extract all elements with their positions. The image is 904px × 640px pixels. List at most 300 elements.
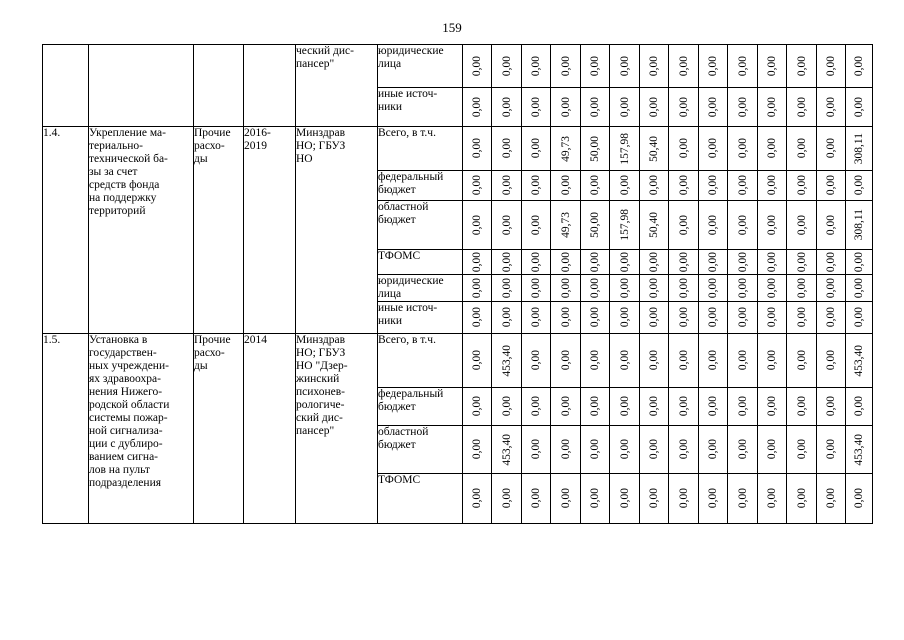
value-text: 0,00	[825, 138, 837, 159]
value-cell	[463, 302, 492, 334]
value-cell	[522, 88, 551, 127]
value-cell	[610, 171, 640, 201]
value-cell	[492, 88, 522, 127]
value-cell	[817, 88, 846, 127]
value-text: 0,00	[471, 138, 483, 159]
value-text: 0,00	[766, 439, 778, 460]
value-cell	[610, 88, 640, 127]
value-text: 0,00	[677, 251, 690, 273]
value-text: 0,00	[648, 55, 660, 77]
value-text: 0,00	[471, 55, 483, 77]
value-cell	[640, 171, 669, 201]
value-text: 0,00	[707, 214, 719, 236]
value-text: 0,00	[825, 350, 837, 371]
value-cell	[758, 474, 787, 524]
value-text: 0,00	[500, 307, 513, 328]
value-text: 0,00	[618, 307, 631, 328]
value-text: 453,40	[500, 433, 513, 466]
value-text: 0,00	[736, 96, 749, 118]
value-text: 0,00	[825, 55, 837, 77]
value-text: 0,00	[500, 55, 513, 77]
item-name	[89, 45, 194, 127]
value-cell	[669, 127, 699, 171]
value-text: 0,00	[825, 251, 837, 273]
item-number: 1.5.	[43, 334, 89, 524]
value-text: 0,00	[795, 138, 808, 159]
value-text: 0,00	[736, 350, 749, 371]
value-text: 0,00	[618, 96, 631, 118]
value-text: 0,00	[589, 251, 601, 273]
value-text: 49,73	[559, 212, 572, 238]
value-text: 0,00	[853, 277, 865, 299]
value-cell	[551, 275, 581, 302]
value-text: 0,00	[589, 439, 601, 460]
expense-category	[194, 45, 244, 127]
value-text: 0,00	[766, 96, 778, 118]
value-cell	[610, 127, 640, 171]
value-cell	[492, 171, 522, 201]
value-text: 0,00	[795, 350, 808, 371]
value-text: 50,00	[589, 212, 601, 238]
value-cell	[846, 171, 873, 201]
value-cell	[728, 302, 758, 334]
value-text: 157,98	[618, 132, 631, 165]
value-cell	[846, 302, 873, 334]
value-text: 453,40	[500, 344, 513, 377]
value-cell	[758, 426, 787, 474]
value-cell	[817, 334, 846, 388]
value-cell	[640, 334, 669, 388]
value-text: 0,00	[559, 488, 572, 509]
value-text: 0,00	[648, 396, 660, 417]
value-cell	[728, 127, 758, 171]
value-cell	[787, 474, 817, 524]
financing-table	[42, 44, 873, 524]
value-cell	[581, 275, 610, 302]
value-text: 0,00	[707, 251, 719, 273]
value-cell	[640, 388, 669, 426]
item-executor: Минздрав НО; ГБУЗ НО "Дзер- жинский психонев- рологиче- ский дис- пансер"	[296, 334, 378, 524]
value-cell	[610, 201, 640, 250]
value-cell	[640, 250, 669, 275]
value-cell	[728, 388, 758, 426]
value-cell	[817, 127, 846, 171]
item-name: Укрепление ма- териально- технической ба- зы за счет средств фонда на поддержку территорий	[89, 127, 194, 334]
page-number: 159	[442, 20, 462, 35]
value-text: 0,00	[471, 277, 483, 299]
value-text: 0,00	[618, 396, 631, 417]
value-text: 0,00	[825, 96, 837, 118]
value-text: 50,40	[648, 135, 660, 162]
value-text: 0,00	[500, 396, 513, 417]
value-text: 0,00	[825, 307, 837, 328]
value-text: 0,00	[853, 96, 865, 118]
value-text: 0,00	[736, 396, 749, 417]
value-text: 0,00	[648, 307, 660, 328]
value-cell	[492, 250, 522, 275]
value-text: 0,00	[736, 307, 749, 328]
value-text: 0,00	[530, 307, 542, 328]
value-cell	[787, 45, 817, 88]
value-cell	[640, 201, 669, 250]
value-cell	[787, 388, 817, 426]
value-cell	[640, 45, 669, 88]
item-years	[244, 45, 296, 127]
value-cell	[640, 302, 669, 334]
value-text: 157,98	[618, 209, 631, 241]
value-text: 0,00	[500, 277, 513, 299]
item-name: Установка в государствен- ных учреждени- ях здравоохра- нения Нижего- родской области системы пожар- ной сигнализа- ции с дублиро- ванием сигна- лов на пульт подразделения	[89, 334, 194, 524]
value-cell	[581, 334, 610, 388]
value-text: 0,00	[677, 175, 690, 196]
value-text: 0,00	[589, 307, 601, 328]
value-text: 0,00	[471, 175, 483, 196]
value-cell	[787, 426, 817, 474]
value-text: 0,00	[500, 96, 513, 118]
value-cell	[463, 388, 492, 426]
value-text: 0,00	[648, 175, 660, 196]
value-cell	[463, 88, 492, 127]
value-cell	[551, 171, 581, 201]
value-cell	[699, 171, 728, 201]
item-number: 1.4.	[43, 127, 89, 334]
value-cell	[551, 474, 581, 524]
value-cell	[699, 250, 728, 275]
funding-source: иные источ- ники	[378, 88, 463, 127]
value-cell	[669, 334, 699, 388]
value-text: 0,00	[766, 277, 778, 299]
value-text: 0,00	[707, 277, 719, 299]
value-text: 0,00	[766, 396, 778, 417]
value-cell	[610, 275, 640, 302]
value-cell	[817, 474, 846, 524]
value-cell	[492, 302, 522, 334]
value-text: 0,00	[766, 307, 778, 328]
value-cell	[522, 201, 551, 250]
value-cell	[817, 250, 846, 275]
value-cell	[581, 201, 610, 250]
value-text: 0,00	[589, 55, 601, 77]
value-cell	[817, 45, 846, 88]
value-text: 0,00	[530, 488, 542, 509]
value-cell	[522, 334, 551, 388]
value-cell	[581, 250, 610, 275]
table-body	[43, 45, 873, 524]
value-text: 0,00	[589, 96, 601, 118]
value-cell	[669, 201, 699, 250]
value-text: 0,00	[677, 96, 690, 118]
value-cell	[758, 201, 787, 250]
value-text: 0,00	[559, 96, 572, 118]
value-text: 0,00	[677, 350, 690, 371]
value-text: 0,00	[559, 307, 572, 328]
value-cell	[492, 426, 522, 474]
value-cell	[846, 275, 873, 302]
item-executor: Минздрав НО; ГБУЗ НО	[296, 127, 378, 334]
value-cell	[699, 275, 728, 302]
value-text: 0,00	[530, 251, 542, 273]
value-text: 0,00	[853, 251, 865, 273]
value-text: 0,00	[677, 138, 690, 159]
value-text: 0,00	[648, 96, 660, 118]
value-text: 0,00	[736, 175, 749, 196]
value-text: 0,00	[795, 251, 808, 273]
value-text: 0,00	[677, 396, 690, 417]
value-cell	[787, 88, 817, 127]
value-cell	[581, 88, 610, 127]
value-text: 0,00	[677, 488, 690, 509]
value-text: 0,00	[795, 175, 808, 196]
value-cell	[610, 334, 640, 388]
value-cell	[787, 275, 817, 302]
funding-source: юридические лица	[378, 45, 463, 88]
value-text: 0,00	[853, 55, 865, 77]
value-cell	[522, 426, 551, 474]
value-cell	[669, 388, 699, 426]
value-text: 453,40	[853, 344, 865, 377]
value-cell	[669, 250, 699, 275]
value-text: 0,00	[559, 396, 572, 417]
funding-source: ТФОМС	[378, 250, 463, 275]
value-cell	[581, 474, 610, 524]
value-cell	[699, 426, 728, 474]
value-text: 0,00	[677, 439, 690, 460]
value-text: 0,00	[736, 138, 749, 159]
value-cell	[787, 127, 817, 171]
value-text: 0,00	[677, 307, 690, 328]
value-text: 0,00	[530, 138, 542, 159]
value-text: 0,00	[471, 488, 483, 509]
value-cell	[581, 426, 610, 474]
funding-source: областной бюджет	[378, 426, 463, 474]
value-cell	[728, 88, 758, 127]
value-cell	[522, 45, 551, 88]
value-cell	[787, 171, 817, 201]
value-cell	[463, 334, 492, 388]
value-cell	[817, 426, 846, 474]
value-cell	[640, 275, 669, 302]
value-cell	[640, 88, 669, 127]
value-text: 0,00	[736, 488, 749, 509]
value-text: 0,00	[559, 439, 572, 460]
value-text: 0,00	[589, 396, 601, 417]
funding-source: иные источ- ники	[378, 302, 463, 334]
value-text: 0,00	[618, 175, 631, 196]
value-cell	[787, 250, 817, 275]
value-cell	[581, 302, 610, 334]
value-cell	[522, 388, 551, 426]
value-cell	[522, 302, 551, 334]
value-cell	[728, 334, 758, 388]
table-row	[43, 334, 873, 388]
value-text: 0,00	[766, 488, 778, 509]
value-text: 0,00	[707, 488, 719, 509]
value-text: 308,11	[853, 132, 865, 165]
value-text: 0,00	[825, 277, 837, 299]
value-text: 0,00	[471, 96, 483, 118]
value-cell	[846, 388, 873, 426]
value-text: 0,00	[530, 396, 542, 417]
value-cell	[699, 388, 728, 426]
value-cell	[492, 45, 522, 88]
value-text: 0,00	[530, 96, 542, 118]
value-cell	[758, 334, 787, 388]
value-text: 0,00	[500, 175, 513, 196]
value-text: 0,00	[825, 396, 837, 417]
value-text: 0,00	[618, 277, 631, 299]
value-cell	[817, 388, 846, 426]
value-cell	[463, 127, 492, 171]
value-cell	[787, 334, 817, 388]
value-text: 0,00	[766, 251, 778, 273]
value-text: 0,00	[736, 251, 749, 273]
value-cell	[551, 88, 581, 127]
value-cell	[463, 275, 492, 302]
value-text: 0,00	[677, 214, 690, 236]
value-cell	[758, 88, 787, 127]
value-text: 50,40	[648, 212, 660, 238]
value-text: 0,00	[707, 350, 719, 371]
value-cell	[699, 334, 728, 388]
value-text: 0,00	[853, 175, 865, 196]
value-text: 0,00	[853, 488, 865, 509]
value-cell	[846, 127, 873, 171]
value-cell	[846, 474, 873, 524]
value-text: 0,00	[707, 55, 719, 77]
value-cell	[669, 45, 699, 88]
funding-source: юридические лица	[378, 275, 463, 302]
value-cell	[463, 201, 492, 250]
value-text: 0,00	[648, 439, 660, 460]
value-cell	[581, 127, 610, 171]
value-cell	[551, 302, 581, 334]
value-text: 0,00	[559, 175, 572, 196]
value-cell	[551, 201, 581, 250]
value-cell	[640, 474, 669, 524]
value-cell	[522, 474, 551, 524]
value-cell	[728, 275, 758, 302]
value-cell	[758, 275, 787, 302]
value-cell	[817, 171, 846, 201]
value-text: 0,00	[559, 55, 572, 77]
value-text: 0,00	[471, 439, 483, 460]
value-text: 0,00	[648, 251, 660, 273]
value-cell	[492, 334, 522, 388]
value-cell	[758, 127, 787, 171]
value-text: 50,00	[589, 135, 601, 162]
value-text: 0,00	[559, 277, 572, 299]
expense-category: Прочие расхо- ды	[194, 334, 244, 524]
value-text: 0,00	[618, 439, 631, 460]
value-cell	[846, 334, 873, 388]
value-cell	[699, 127, 728, 171]
value-cell	[758, 250, 787, 275]
funding-source: Всего, в т.ч.	[378, 334, 463, 388]
value-text: 0,00	[736, 277, 749, 299]
value-cell	[728, 426, 758, 474]
value-cell	[640, 127, 669, 171]
value-cell	[699, 88, 728, 127]
value-cell	[669, 426, 699, 474]
value-text: 0,00	[795, 96, 808, 118]
value-text: 0,00	[648, 488, 660, 509]
value-text: 0,00	[471, 396, 483, 417]
value-cell	[669, 171, 699, 201]
item-executor: ческий дис- пансер"	[296, 45, 378, 127]
value-cell	[699, 201, 728, 250]
value-text: 0,00	[500, 488, 513, 509]
value-text: 0,00	[618, 488, 631, 509]
value-text: 0,00	[530, 439, 542, 460]
value-text: 0,00	[736, 214, 749, 236]
value-text: 0,00	[589, 488, 601, 509]
value-text: 0,00	[766, 138, 778, 159]
value-text: 49,73	[559, 135, 572, 162]
value-cell	[610, 250, 640, 275]
value-text: 0,00	[471, 307, 483, 328]
value-text: 0,00	[500, 138, 513, 159]
value-text: 0,00	[500, 251, 513, 273]
value-cell	[817, 275, 846, 302]
value-cell	[492, 127, 522, 171]
value-cell	[728, 474, 758, 524]
value-text: 0,00	[589, 350, 601, 371]
value-cell	[728, 250, 758, 275]
value-cell	[551, 127, 581, 171]
value-cell	[640, 426, 669, 474]
value-text: 0,00	[471, 350, 483, 371]
value-cell	[699, 302, 728, 334]
value-text: 0,00	[766, 55, 778, 77]
value-cell	[551, 388, 581, 426]
value-cell	[463, 171, 492, 201]
value-cell	[551, 45, 581, 88]
value-cell	[492, 474, 522, 524]
value-text: 0,00	[795, 488, 808, 509]
value-cell	[846, 88, 873, 127]
value-cell	[551, 334, 581, 388]
value-cell	[522, 171, 551, 201]
value-cell	[846, 201, 873, 250]
value-cell	[581, 388, 610, 426]
value-text: 308,11	[853, 209, 865, 241]
value-text: 0,00	[766, 214, 778, 236]
value-cell	[669, 302, 699, 334]
value-cell	[522, 275, 551, 302]
value-cell	[846, 45, 873, 88]
value-text: 0,00	[825, 488, 837, 509]
table-row	[43, 45, 873, 88]
value-cell	[758, 388, 787, 426]
value-cell	[522, 250, 551, 275]
value-cell	[728, 171, 758, 201]
value-cell	[522, 127, 551, 171]
item-number	[43, 45, 89, 127]
value-cell	[699, 474, 728, 524]
value-cell	[551, 250, 581, 275]
value-cell	[492, 201, 522, 250]
value-text: 0,00	[736, 55, 749, 77]
value-text: 0,00	[618, 350, 631, 371]
funding-source: областной бюджет	[378, 201, 463, 250]
value-text: 0,00	[530, 277, 542, 299]
value-cell	[669, 275, 699, 302]
value-text: 0,00	[766, 175, 778, 196]
value-text: 0,00	[500, 214, 513, 236]
value-cell	[728, 45, 758, 88]
value-cell	[610, 302, 640, 334]
value-text: 0,00	[795, 277, 808, 299]
